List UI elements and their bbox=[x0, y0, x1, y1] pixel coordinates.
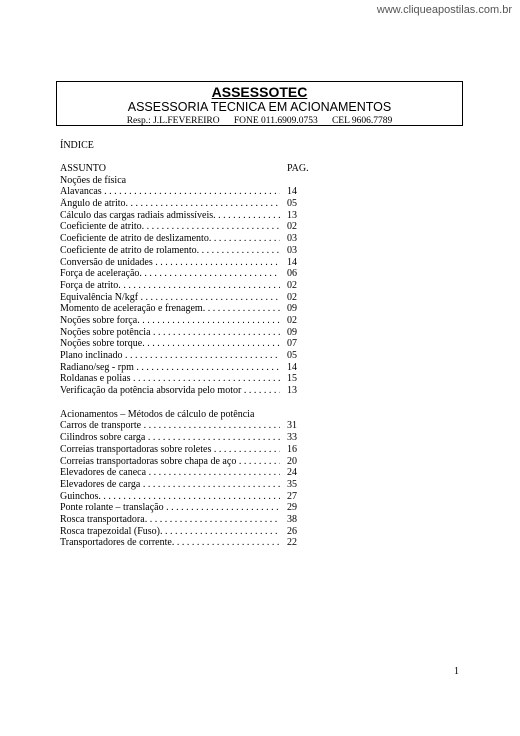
toc-entry-label: Força de aceleração. . . . bbox=[60, 268, 280, 280]
toc-entry bbox=[60, 514, 320, 526]
toc-entry bbox=[60, 502, 320, 514]
toc-entry bbox=[60, 327, 320, 339]
toc-entry-label: Elevadores de carga . . . bbox=[60, 479, 280, 491]
header-box bbox=[56, 81, 463, 126]
toc-entry-label: Verificação da potência absorvida pelo motor . . . bbox=[60, 385, 280, 397]
company-title: ASSESSOTEC bbox=[211, 84, 308, 100]
toc-entry-page: 14 bbox=[287, 186, 297, 198]
company-subtitle: ASSESSORIA TECNICA EM ACIONAMENTOS bbox=[127, 100, 392, 114]
toc-entry-label: Correias transportadoras sobre roletes . . . bbox=[60, 444, 280, 456]
toc-entry-page: 09 bbox=[287, 326, 297, 338]
toc-entry bbox=[60, 233, 320, 245]
toc-entry bbox=[60, 338, 320, 350]
toc-entry-page: 33 bbox=[287, 432, 297, 444]
section-physics-title: Noções de física bbox=[60, 174, 127, 186]
index-heading: ÍNDICE bbox=[60, 140, 94, 151]
toc-entry bbox=[60, 385, 320, 397]
toc-entry bbox=[60, 526, 320, 538]
toc-entry bbox=[60, 292, 320, 304]
toc-entry-page: 02 bbox=[287, 221, 297, 233]
toc-entry bbox=[60, 198, 320, 210]
toc-entry-label: Rosca trapezoidal (Fuso). . . . bbox=[60, 526, 280, 538]
toc-entry-label: Correias transportadoras sobre chapa de aço . . . bbox=[60, 456, 280, 468]
toc-entry-page: 24 bbox=[287, 467, 297, 479]
toc-entry bbox=[60, 303, 320, 315]
toc-entry-label: Ponte rolante – translação . . . bbox=[60, 502, 280, 514]
page-number: 1 bbox=[454, 666, 459, 677]
toc-entry bbox=[60, 444, 320, 456]
toc-entry-label: Cilindros sobre carga . . . bbox=[60, 432, 280, 444]
toc-entry-label: Noções sobre força. . . . bbox=[60, 315, 280, 327]
toc-entry bbox=[60, 479, 320, 491]
toc-entry-label: Plano inclinado . . . bbox=[60, 350, 280, 362]
toc-entry-page: 26 bbox=[287, 525, 297, 537]
toc-header-row bbox=[60, 163, 320, 175]
toc-entry-label: Conversão de unidades . . . bbox=[60, 257, 280, 269]
toc-entry-label: Carros de transporte . . . bbox=[60, 420, 280, 432]
toc-entry-page: 14 bbox=[287, 361, 297, 373]
toc-entry-label: Rosca transportadora. . . . bbox=[60, 514, 280, 526]
toc-entry-label: Alavancas . . . bbox=[60, 186, 280, 198]
toc-entry-page: 15 bbox=[287, 373, 297, 385]
toc-entry-page: 02 bbox=[287, 291, 297, 303]
section-title bbox=[60, 175, 320, 187]
toc-entry-page: 02 bbox=[287, 314, 297, 326]
toc-entry-label: Equivalência N/kgf . . . bbox=[60, 292, 280, 304]
toc-entry bbox=[60, 537, 320, 549]
section-drives-list bbox=[60, 420, 320, 549]
section-drives-title: Acionamentos – Métodos de cálculo de potência bbox=[60, 408, 255, 420]
section-physics-list bbox=[60, 186, 320, 396]
toc-entry-label: Noções sobre torque. . . . bbox=[60, 338, 280, 350]
toc-entry-page: 03 bbox=[287, 244, 297, 256]
watermark-url: www.cliqueapostilas.com.br bbox=[376, 4, 512, 16]
toc-entry bbox=[60, 221, 320, 233]
table-of-contents bbox=[60, 163, 320, 549]
toc-entry-page: 38 bbox=[287, 513, 297, 525]
toc-entry-page: 20 bbox=[287, 455, 297, 467]
toc-entry-label: Noções sobre potência . . . bbox=[60, 327, 280, 339]
toc-entry-label: Transportadores de corrente. . . . bbox=[60, 537, 280, 549]
toc-entry-label: Coeficiente de atrito de rolamento. . . . bbox=[60, 245, 280, 257]
toc-entry-page: 03 bbox=[287, 233, 297, 245]
toc-entry-page: 27 bbox=[287, 490, 297, 502]
toc-entry bbox=[60, 432, 320, 444]
toc-entry bbox=[60, 268, 320, 280]
toc-header-page: PAG. bbox=[287, 163, 309, 174]
toc-entry-page: 02 bbox=[287, 279, 297, 291]
toc-entry-page: 06 bbox=[287, 268, 297, 280]
toc-entry-page: 14 bbox=[287, 256, 297, 268]
toc-entry bbox=[60, 186, 320, 198]
toc-entry bbox=[60, 350, 320, 362]
toc-entry bbox=[60, 210, 320, 222]
toc-entry bbox=[60, 373, 320, 385]
toc-entry bbox=[60, 456, 320, 468]
toc-entry-label: Coeficiente de atrito de deslizamento. . . . bbox=[60, 233, 280, 245]
toc-entry-page: 13 bbox=[287, 209, 297, 221]
toc-entry bbox=[60, 315, 320, 327]
toc-entry-page: 31 bbox=[287, 420, 297, 432]
toc-entry-page: 13 bbox=[287, 385, 297, 397]
toc-entry-label: Guinchos. . . . bbox=[60, 491, 280, 503]
toc-entry-page: 16 bbox=[287, 443, 297, 455]
toc-entry-page: 09 bbox=[287, 303, 297, 315]
toc-entry-page: 05 bbox=[287, 350, 297, 361]
toc-entry-label: Momento de aceleração e frenagem. . . . bbox=[60, 303, 280, 315]
toc-entry bbox=[60, 362, 320, 374]
toc-entry-page: 35 bbox=[287, 478, 297, 490]
toc-entry-label: Coeficiente de atrito. . . . bbox=[60, 221, 280, 233]
toc-entry-page: 29 bbox=[287, 502, 297, 514]
toc-entry-label: Elevadores de caneca . . . bbox=[60, 467, 280, 479]
toc-entry-label: Radiano/seg - rpm . . . bbox=[60, 362, 280, 374]
toc-entry-label: Força de atrito. . . . bbox=[60, 280, 280, 292]
section-title bbox=[60, 409, 320, 421]
toc-entry bbox=[60, 420, 320, 432]
toc-entry bbox=[60, 467, 320, 479]
toc-entry-page: 22 bbox=[287, 537, 297, 549]
toc-entry-label: Ângulo de atrito. . . . bbox=[60, 198, 280, 210]
toc-entry-label: Roldanas e polias . . . bbox=[60, 373, 280, 385]
toc-entry bbox=[60, 280, 320, 292]
toc-entry-page: 07 bbox=[287, 338, 297, 350]
toc-entry-label: Cálculo das cargas radiais admissíveis. . . . bbox=[60, 210, 280, 222]
toc-header-subject: ASSUNTO bbox=[60, 163, 106, 174]
toc-entry bbox=[60, 257, 320, 269]
toc-entry bbox=[60, 491, 320, 503]
contact-line: Resp.: J.L.FEVEREIRO FONE 011.6909.0753 CEL 9606.7789 bbox=[126, 116, 393, 126]
toc-entry-page: 05 bbox=[287, 198, 297, 210]
toc-entry bbox=[60, 245, 320, 257]
